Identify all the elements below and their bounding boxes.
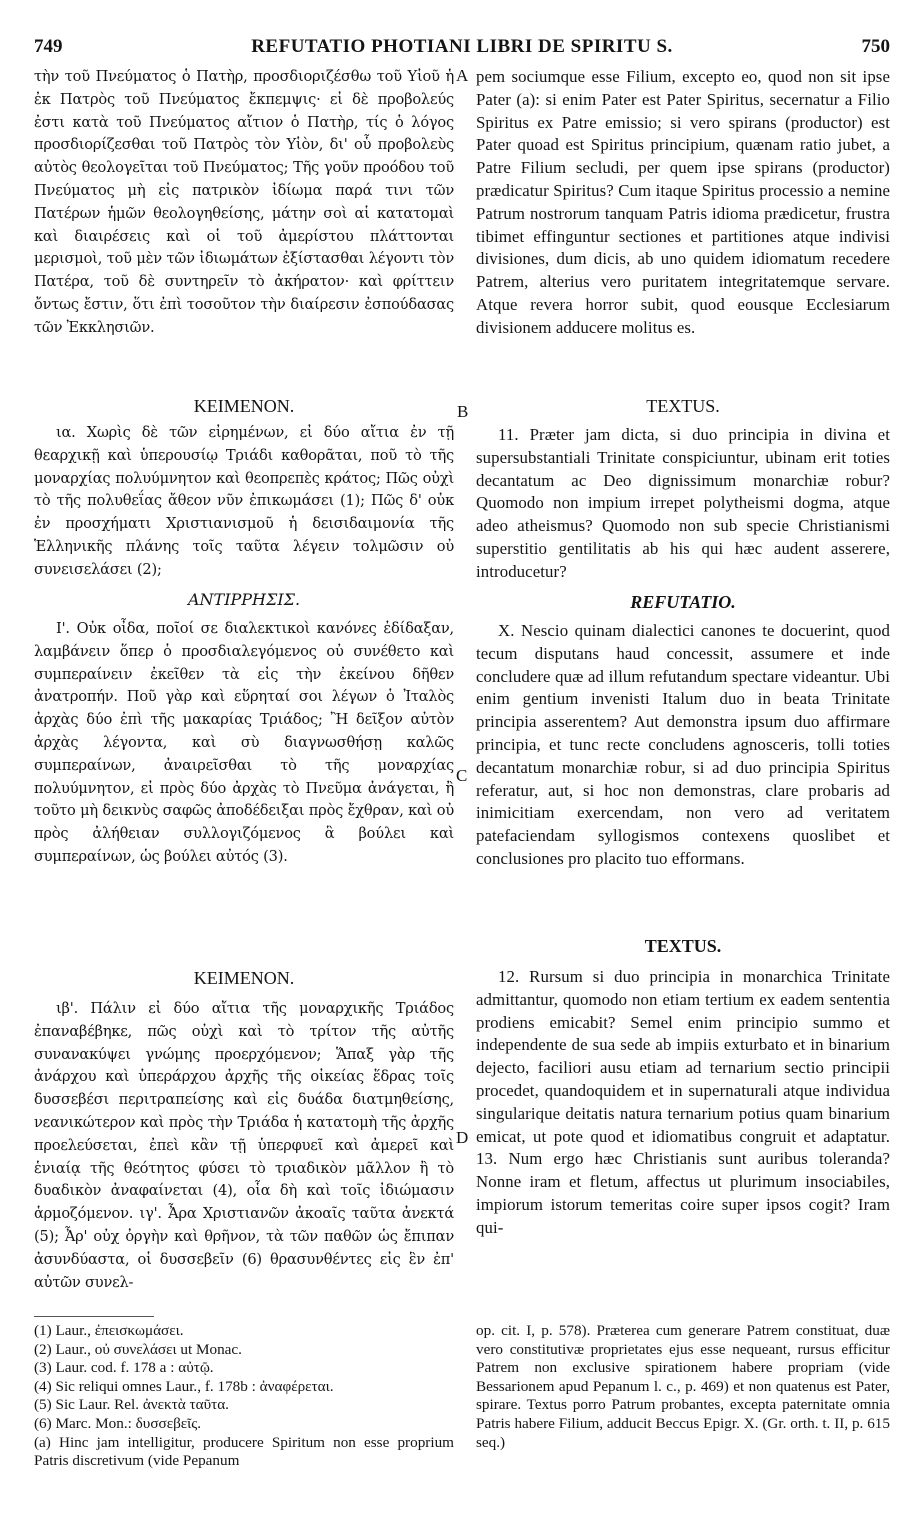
footnote-1: (1) Laur., ἐπεισκωμάσει. [34, 1322, 184, 1339]
latin-paragraph-1: pem sociumque esse Filium, excepto eo, quod non sit ipse Pater (a): si enim Pater est Pater Spiritus, secernatur a Filio Spiritus ex Patre emissio; si vero spirans (productor) est Pater quoad est Spiritus principium, quænam ratio jubet, a Patre Filium secludi, per quem ipse spirans (productor) prædicatur Spiritus? Cum itaque Spiritus processio a nemine Patrum nostrorum tanquam Patris idioma prædicetur, frustra tibimet effinguntur sectiones et partitiones atque indivisi divisiones, dum dicis, ab uno quidem idiomatum recedere Patrem, alterius vero puritatem integritatemque servare. Atque revera horror subit, quod eousque Ecclesiarum divisionem adducere molitus es. [476, 67, 890, 337]
running-title: REFUTATIO PHOTIANI LIBRI DE SPIRITU S. [251, 36, 673, 57]
latin-paragraph-11: 11. Præter jam dicta, si duo principia in divina et supersubstantiali Trinitate conspiciuntur, ubinam erit toties decantatum ac Deo dignissimum monarchiæ robur? Quomodo non impium irrepet polytheismi dogma, atque adeo atheismus? Quomodo non sub specie Christianismi superstitio gentilitatis ab his qui hæc audent asserere, introducetur? [476, 425, 890, 581]
margin-letter-d: D [456, 1128, 469, 1147]
margin-letter-a: A [456, 66, 469, 85]
footnote-a-continued: op. cit. I, p. 578). Præterea cum generare Patrem constituat, duæ vero constitutivæ proprietates ejus esse nequeant, rursus efficitur Patrem non exclusive spirationem habere propriam (vide Bessarionem apud Pepanum l. c., p. 469) et non quatenus est Pater, spirare. Textus porro Patrum probantes, excepta paternitate omnia Patris habere Filium, adducit Beccus Epigr. X. (Gr. orth. t. II, p. 615 seq.) [476, 1322, 890, 1451]
margin-letter-c: C [456, 766, 468, 785]
footnote-6: (6) Marc. Mon.: δυσσεβεῖς. [34, 1414, 202, 1432]
footnote-2: (2) Laur., οὐ συνελάσει ut Monac. [34, 1340, 242, 1358]
latin-heading-textus-1: TEXTUS. [646, 396, 720, 416]
page-number-right: 750 [861, 36, 890, 57]
latin-column [476, 66, 890, 1240]
greek-heading-antirrhesis: ΑΝΤΙΡΡΗΣΙΣ. [187, 590, 301, 609]
footnotes-left [34, 1322, 454, 1471]
margin-letter-b: B [457, 402, 469, 421]
greek-paragraph-11: ια. Χωρὶς δὲ τῶν εἰρημένων, εἰ δύο αἴτια ἐν τῇ θεαρχικῇ καὶ ὑπερουσίῳ Τριάδι καθορᾶται, ποῦ τὸ τῆς μοναρχίας πολυύμνητον καὶ θεοπρεπὲς κράτος; Πῶς οὐχὶ τὸ τῆς πολυθεΐας ἄθεον νῦν ἐπικωμάσει (1); Πῶς δ' οὐκ ἐν προσχήματι Χριστιανισμοῦ ἡ δεισιδαιμονία τῆς Ἑλληνικῆς πλάνης τοῖς ταῦτα λέγειν τολμῶσιν οὐ συνεισελάσει (2); [34, 424, 454, 578]
greek-column [34, 66, 454, 1294]
footnote-a: (a) Hinc jam intelligitur, producere Spiritum non esse proprium Patris discretivum (vide Pepanum [34, 1433, 454, 1470]
latin-heading-refutatio: REFUTATIO. [630, 592, 736, 612]
latin-paragraph-refutation: X. Nescio quinam dialectici canones te docuerint, quod tecum disputans haud concessit, assumere et inde concludere quæ ad illum refutandum spectare videantur. Ubi enim gentium invenisti Italum duo in beata Trinitate principia asserentem? Aut demonstra ipsum duo affirmare principia, et tunc recte concludens agnosceris, tolli toties decantatum monarchiæ robur, si ad duo principia Spiritus referatur, aut, si hoc non demonstras, clare probaris ad inimicitiam exercendam, non vero ad veritatem patefaciendam syllogismos contexens quoslibet et conclusiones pro placito tuo efformans. [476, 621, 890, 868]
greek-paragraph-refutation: Ι'. Οὐκ οἶδα, ποῖοί σε διαλεκτικοὶ κανόνες ἐδίδαξαν, λαμβάνειν ὅπερ ὁ προσδιαλεγόμενος οὐ συνέθετο καὶ συμπεραίνειν ἐκεῖθεν τὰ εἰς τὴν ἐκείνου δῆθεν ἀνατροπήν. Ποῦ γὰρ καὶ εὕρηταί σοι λέγων ὁ Ἰταλὸς ἀρχὰς δύο ἐπὶ τῆς μακαρίας Τριάδος; Ἢ δεῖξον αὐτὸν ἀρχὰς λέγοντα, καὶ σὺ διαγνωσθήσῃ καλῶς συμπεραίνων, ἀναιρεῖσθαι τὸ τῆς μοναρχίας πολυύμνητον, εἰ πρὸς δύο ἀρχὰς τὸ Πνεῦμα ἀνάγεται, ἢ τοῦτο μὴ δεικνὺς σαφῶς ἀποδέδειξαι πρὸς ἔχθραν, καὶ οὐ πρὸς ἀλήθειαν συλλογιζόμενος ἃ βούλει καὶ συμπεραίνων, ὡς βούλει αὐτός (3). [34, 620, 454, 865]
footnote-3: (3) Laur. cod. f. 178 a : αὐτῷ. [34, 1359, 214, 1377]
page-number-left: 749 [34, 36, 63, 57]
footnote-5: (5) Sic Laur. Rel. ἀνεκτὰ ταῦτα. [34, 1396, 229, 1414]
page-header [0, 30, 924, 64]
greek-heading-keimenon-2: ΚΕΙΜΕΝΟΝ. [193, 968, 295, 988]
latin-heading-textus-2: TEXTUS. [644, 936, 722, 956]
footnote-4: (4) Sic reliqui omnes Laur., f. 178b : ἀναφέρεται. [34, 1377, 334, 1395]
greek-paragraph-12: ιβ'. Πάλιν εἰ δύο αἴτια τῆς μοναρχικῆς Τριάδος ἐπαναβέβηκε, πῶς οὐχὶ καὶ τὸ τρίτον τῆς αὐτῆς συνανακύψει γνώμης προερχόμενον; Ἅπαξ γὰρ τῆς ἀνάρχου καὶ ὑπεράρχου ἀρχῆς τῆς οἰκείας ἕδρας τοῖς δυσσεβέσι περιτραπείσης καὶ εἰς δυάδα διατμηθείσης, νεανικώτερον καὶ πρὸς τὴν Τριάδα ἡ κατατομὴ τῆς ἀρχῆς προελεύσεται, ἐπεὶ κἂν τῇ ὑπερφυεῖ καὶ ἀμερεῖ καὶ ἑνιαίᾳ τῆς θεότητος φύσει τὸ τριαδικὸν μᾶλλον ἢ τὸ δυαδικὸν ἀναφαίνεται (4), οἷα δὴ καὶ τοῖς ἰδιώμασιν ἁρμοζόμενον. ιγ'. Ἆρα Χριστιανῶν ἀκοαῖς ταῦτα ἀνεκτά (5); Ἆρ' οὐχ ὀργὴν καὶ θρῆνον, τὰ τῶν παθῶν ὡς ἔπιπαν ἀσυνδύαστα, οἱ δυσσεβεῖν (6) θρασυνθέντες εἰς ἓν ἐπ' αὐτῶν συνελ- [34, 1000, 454, 1291]
footnote-divider-left [34, 1316, 154, 1317]
greek-paragraph-1: τὴν τοῦ Πνεύματος ὁ Πατὴρ, προσδιοριζέσθω τοῦ Υἱοῦ ἡ ἐκ Πατρὸς τοῦ Πνεύματος ἔκπεμψις· εἰ δὲ προβολεύς ἐστι κατὰ τοῦ Πνεύματος αἴτιον ὁ Πατὴρ, τίς ὁ λόγος προσδιορίζεσθαι τοῦ Πατρὸς τὸν Υἱὸν, δι' οὗ προβολεὺς αὐτὸς θεολογεῖται τοῦ Πνεύματος; Τῆς γοῦν προόδου τοῦ Πνεύματος μὴ εἰς πατρικὸν ἰδίωμα παρά τινι τῶν Πατέρων ἡμῶν θεολογηθείσης, μάτην σοὶ αἱ κατατομαὶ καὶ διαιρέσεις καὶ οἱ τοῦ ἀμερίστου πλάττονται μερισμοὶ, τοῦ μὲν τῶν ἰδιωμάτων ἐξίστασθαι λέγοντι τὸν Πατέρα, τοῦ δὲ συντηρεῖν τὸ ἀκήρατον· καὶ φρίττειν ὄντως ἔστιν, ὅτι ἐπὶ τοσοῦτον τὴν διαίρεσιν ἐσπούδασας τῶν Ἐκκλησιῶν. [34, 68, 454, 336]
latin-paragraph-12: 12. Rursum si duo principia in monarchica Trinitate admittantur, quomodo non etiam tertium ex eadem sententia prodiens emicabit? Semel enim principio summo et independente de sua sede ab impiis exturbato et in binarium dejecto, faciliori ausu etiam ad ternarium sectio principii procedet, quandoquidem et in supernaturali atque individua singularique deitatis natura ternarium potius quam binarium emicat, ut pote quod et idiomatibus congruit et adaptatur. 13. Num ergo hæc Christianis sunt auribus toleranda? Nonne iram et fletum, affectus ut plurimum insociabiles, impiorum istorum temeritas coire super ipsos cogit? Iram qui- [476, 967, 890, 1237]
greek-heading-keimenon-1: ΚΕΙΜΕΝΟΝ. [193, 396, 295, 416]
